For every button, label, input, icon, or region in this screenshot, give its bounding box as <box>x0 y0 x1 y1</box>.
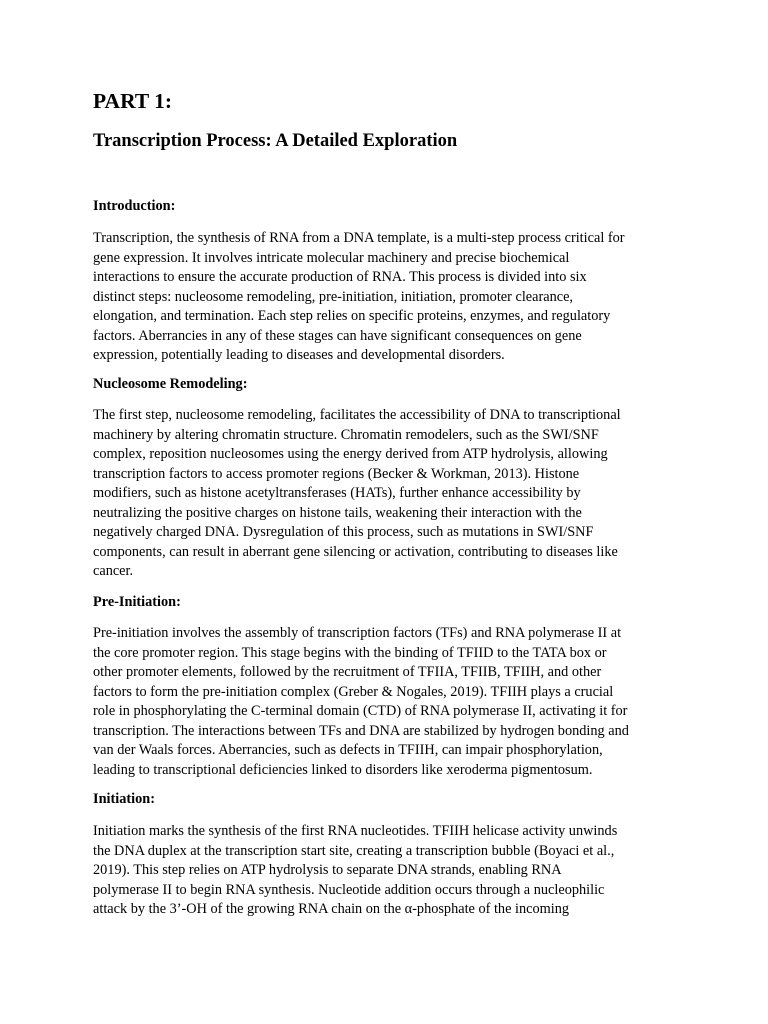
paragraph-nucleosome-remodeling <box>93 406 621 582</box>
paragraph-line: van der Waals forces. Aberrancies, such as defects in TFIIH, can impair phosphorylation, <box>93 742 603 758</box>
paragraph-line: Pre-initiation involves the assembly of transcription factors (TFs) and RNA polymerase II at <box>93 625 622 641</box>
paragraph-line: polymerase II to begin RNA synthesis. Nucleotide addition occurs through a nucleophilic <box>93 881 605 898</box>
paragraph-line: factors. Aberrancies in any of these stages can have significant consequences on gene <box>93 327 582 344</box>
paragraph-initiation <box>93 822 617 920</box>
paragraph-line: 2019). This step relies on ATP hydrolysis to separate DNA strands, enabling RNA <box>93 862 562 878</box>
paragraph-line: cancer. <box>93 563 134 579</box>
paragraph-line: modifiers, such as histone acetyltransferases (HATs), further enhance accessibility by <box>93 485 581 501</box>
section-heading-pre-initiation: Pre-Initiation: <box>93 594 181 610</box>
paragraph-line: factors to form the pre-initiation complex (Greber & Nogales, 2019). TFIIH plays a crucial <box>93 683 614 700</box>
paragraph-line: negatively charged DNA. Dysregulation of this process, such as mutations in SWI/SNF <box>93 524 594 540</box>
part-heading: PART 1: <box>93 89 173 113</box>
section-heading-initiation: Initiation: <box>93 791 155 807</box>
paragraph-line: gene expression. It involves intricate molecular machinery and precise biochemical <box>93 249 570 266</box>
paragraph-pre-initiation <box>93 624 629 780</box>
section-heading-introduction: Introduction: <box>93 198 176 214</box>
paragraph-line: role in phosphorylating the C-terminal domain (CTD) of RNA polymerase II, activating it for <box>93 703 628 719</box>
paragraph-line: elongation, and termination. Each step relies on specific proteins, enzymes, and regulatory <box>93 308 611 324</box>
document-title: Transcription Process: A Detailed Exploration <box>93 131 458 151</box>
paragraph-line: complex, reposition nucleosomes using the energy derived from ATP hydrolysis, allowing <box>93 446 608 462</box>
paragraph-line: interactions to ensure the accurate production of RNA. This process is divided into six <box>93 269 587 285</box>
paragraph-line: expression, potentially leading to diseases and developmental disorders. <box>93 347 505 363</box>
section-heading-nucleosome-remodeling: Nucleosome Remodeling: <box>93 376 248 392</box>
paragraph-line: components, can result in aberrant gene silencing or activation, contributing to diseases like <box>93 543 618 560</box>
paragraph-line: other promoter elements, followed by the recruitment of TFIIA, TFIIB, TFIIH, and other <box>93 664 602 680</box>
paragraph-line: distinct steps: nucleosome remodeling, pre-initiation, initiation, promoter clearance, <box>93 288 573 305</box>
paragraph-line: machinery by altering chromatin structure. Chromatin remodelers, such as the SWI/SNF <box>93 426 599 443</box>
paragraph-line: The first step, nucleosome remodeling, facilitates the accessibility of DNA to transcriptional <box>93 407 621 423</box>
paragraph-introduction <box>93 229 625 366</box>
paragraph-line: Initiation marks the synthesis of the first RNA nucleotides. TFIIH helicase activity unwinds <box>93 823 618 839</box>
paragraph-line: the DNA duplex at the transcription start site, creating a transcription bubble (Boyaci et al., <box>93 842 615 859</box>
paragraph-line: the core promoter region. This stage begins with the binding of TFIID to the TATA box or <box>93 644 607 661</box>
paragraph-line: attack by the 3’-OH of the growing RNA chain on the α-phosphate of the incoming <box>93 901 569 917</box>
paragraph-line: transcription. The interactions between TFs and DNA are stabilized by hydrogen bonding and <box>93 722 629 739</box>
paragraph-line: neutralizing the positive charges on histone tails, weakening their interaction with the <box>93 504 582 521</box>
paragraph-line: Transcription, the synthesis of RNA from a DNA template, is a multi-step process critical for <box>93 230 625 246</box>
paragraph-line: transcription factors to access promoter regions (Becker & Workman, 2013). Histone <box>93 465 580 482</box>
paragraph-line: leading to transcriptional deficiencies linked to disorders like xeroderma pigmentosum. <box>93 761 593 778</box>
